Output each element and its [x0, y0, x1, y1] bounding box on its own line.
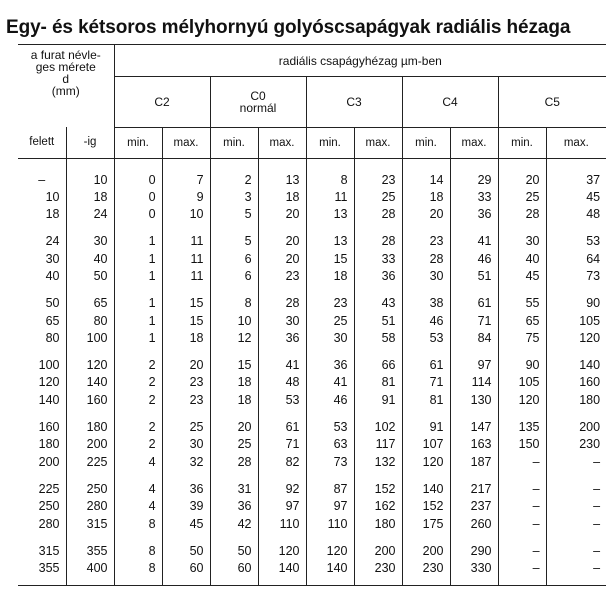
table-cell: 140: [66, 374, 114, 391]
table-cell: 110: [306, 516, 354, 533]
table-cell: 135: [498, 419, 546, 436]
table-cell: 187: [450, 454, 498, 471]
table-cell: 60: [210, 560, 258, 577]
table-cell: 40: [66, 251, 114, 268]
table-cell: 13: [306, 233, 354, 250]
col-min: min.: [498, 127, 546, 158]
table-cell: 400: [66, 560, 114, 577]
col-max: max.: [354, 127, 402, 158]
table-cell: 51: [354, 313, 402, 330]
table-cell: 120: [18, 374, 66, 391]
table-cell: 28: [354, 206, 402, 223]
table-cell: 29: [450, 172, 498, 189]
table-cell: 250: [66, 481, 114, 498]
table-cell: 39: [162, 498, 210, 515]
table-cell: 23: [354, 172, 402, 189]
table-cell: 110: [258, 516, 306, 533]
table-cell: 120: [579, 330, 601, 345]
table-cell: 180: [354, 516, 402, 533]
table-cell: 237: [450, 498, 498, 515]
table-cell: 42: [210, 516, 258, 533]
table-row: [18, 295, 606, 312]
table-cell: –: [593, 454, 601, 469]
table-cell: 147: [450, 419, 498, 436]
table-cell: 355: [18, 560, 66, 577]
table-cell: 150: [498, 436, 546, 453]
spacer-row: [18, 347, 606, 357]
table-cell: 13: [306, 206, 354, 223]
table-cell: 18: [162, 330, 210, 347]
table-row: [18, 206, 606, 223]
table-cell: 315: [66, 516, 114, 533]
table-cell: 1: [114, 251, 162, 268]
group-header-c2: C2: [114, 77, 210, 127]
table-cell: 2: [210, 172, 258, 189]
table-cell: 12: [210, 330, 258, 347]
table-cell: 0: [114, 172, 162, 189]
table-row: [18, 481, 606, 498]
table-cell: 23: [306, 295, 354, 312]
table-cell: 28: [498, 206, 546, 223]
table-cell: 140: [18, 392, 66, 409]
col-to: -ig: [66, 127, 114, 158]
table-cell: 9: [162, 189, 210, 206]
table-cell: 20: [258, 251, 306, 268]
table-cell: 162: [354, 498, 402, 515]
table-cell: 2: [114, 357, 162, 374]
table-cell: 36: [258, 330, 306, 347]
table-row: [18, 560, 606, 577]
table-cell: 23: [162, 392, 210, 409]
table-cell: 5: [210, 206, 258, 223]
table-cell: 4: [114, 481, 162, 498]
table-row: [18, 268, 606, 285]
table-cell: 120: [66, 357, 114, 374]
table-cell: 81: [402, 392, 450, 409]
table-cell: 36: [306, 357, 354, 374]
table-row: [18, 251, 606, 268]
table-cell: 50: [210, 543, 258, 560]
table-cell: 23: [162, 374, 210, 391]
table-cell: 58: [354, 330, 402, 347]
table-cell: 200: [579, 420, 601, 435]
table-cell: 65: [18, 313, 66, 330]
table-cell: 225: [18, 481, 66, 498]
table-cell: 45: [586, 189, 601, 204]
bore-size-header: [18, 45, 114, 128]
table-cell: 4: [114, 454, 162, 471]
table-cell: 91: [354, 392, 402, 409]
table-cell: 30: [18, 251, 66, 268]
table-cell: 230: [579, 437, 601, 452]
bore-label-line3: d: [62, 72, 70, 86]
group-header-c0: C0 normál: [210, 77, 306, 127]
table-cell: 200: [66, 436, 114, 453]
table-cell: 48: [586, 207, 601, 222]
table-cell: 6: [210, 268, 258, 285]
table-cell: 2: [114, 392, 162, 409]
table-cell: –: [498, 516, 546, 533]
table-cell: 120: [258, 543, 306, 560]
table-cell: 15: [162, 295, 210, 312]
table-cell: 61: [450, 295, 498, 312]
table-cell: 130: [450, 392, 498, 409]
table-cell: 40: [498, 251, 546, 268]
table-cell: 200: [402, 543, 450, 560]
table-cell: 90: [586, 296, 601, 311]
table-cell: 84: [450, 330, 498, 347]
table-cell: 20: [498, 172, 546, 189]
table-cell: 15: [162, 313, 210, 330]
table-cell: 64: [586, 251, 601, 266]
col-max: max.: [546, 127, 606, 158]
group-header-c4: C4: [402, 77, 498, 127]
table-cell: 18: [402, 189, 450, 206]
table-cell: 65: [498, 313, 546, 330]
col-min: min.: [402, 127, 450, 158]
table-cell: 14: [402, 172, 450, 189]
table-cell: 41: [258, 357, 306, 374]
table-cell: 200: [354, 543, 402, 560]
table-cell: 41: [450, 233, 498, 250]
table-cell: 30: [162, 436, 210, 453]
table-cell: 36: [210, 498, 258, 515]
table-cell: 97: [306, 498, 354, 515]
table-cell: 63: [306, 436, 354, 453]
table-cell: 10: [66, 172, 114, 189]
table-cell: 41: [306, 374, 354, 391]
table-cell: 2: [114, 374, 162, 391]
table-cell: 20: [258, 233, 306, 250]
table-cell: 102: [354, 419, 402, 436]
table-cell: 107: [402, 436, 450, 453]
table-cell: 355: [66, 543, 114, 560]
table-cell: 163: [450, 436, 498, 453]
table-cell: 5: [210, 233, 258, 250]
table-cell: 60: [162, 560, 210, 577]
table-cell: 225: [66, 454, 114, 471]
table-cell: 10: [18, 189, 66, 206]
table-cell: 230: [354, 560, 402, 577]
table-cell: 8: [114, 543, 162, 560]
table-cell: 48: [258, 374, 306, 391]
table-cell: 11: [162, 268, 210, 285]
table-cell: 50: [18, 295, 66, 312]
table-cell: 160: [18, 419, 66, 436]
table-cell: 80: [66, 313, 114, 330]
table-cell: 1: [114, 330, 162, 347]
table-cell: 8: [114, 560, 162, 577]
table-cell: 1: [114, 268, 162, 285]
table-cell: 160: [66, 392, 114, 409]
table-cell: 81: [354, 374, 402, 391]
col-max: max.: [450, 127, 498, 158]
table-cell: 31: [210, 481, 258, 498]
table-cell: 18: [210, 392, 258, 409]
table-cell: 152: [402, 498, 450, 515]
table-cell: 230: [402, 560, 450, 577]
table-cell: 140: [402, 481, 450, 498]
spacer-row: [18, 158, 606, 172]
table-cell: 15: [210, 357, 258, 374]
table-cell: 61: [258, 419, 306, 436]
table-cell: –: [593, 516, 601, 531]
table-cell: –: [498, 543, 546, 560]
table-row: [18, 233, 606, 250]
table-cell: 37: [586, 172, 601, 187]
table-cell: 65: [66, 295, 114, 312]
table-cell: 25: [210, 436, 258, 453]
table-cell: 180: [579, 392, 601, 407]
table-row: [18, 392, 606, 409]
table-cell: 7: [162, 172, 210, 189]
table-cell: 80: [18, 330, 66, 347]
table-cell: 1: [114, 295, 162, 312]
table-cell: 25: [354, 189, 402, 206]
page-title: Egy- és kétsoros mélyhornyú golyóscsapágyak radiális hézaga: [6, 17, 571, 38]
table-cell: 82: [258, 454, 306, 471]
table-cell: 71: [450, 313, 498, 330]
table-cell: 71: [258, 436, 306, 453]
table-cell: 105: [579, 313, 601, 328]
table-cell: 18: [210, 374, 258, 391]
table-cell: –: [593, 481, 601, 496]
table-cell: 100: [66, 330, 114, 347]
table-row: [18, 436, 606, 453]
table-cell: 55: [498, 295, 546, 312]
table-cell: 53: [306, 419, 354, 436]
spacer-row: [18, 409, 606, 419]
bore-label-line2: ges mérete: [35, 60, 96, 74]
table-cell: 2: [114, 419, 162, 436]
table-cell: 4: [114, 498, 162, 515]
table-cell: 25: [162, 419, 210, 436]
table-row: [18, 516, 606, 533]
table-row: [18, 419, 606, 436]
table-cell: 20: [258, 206, 306, 223]
table-cell: 117: [354, 436, 402, 453]
table-cell: 3: [210, 189, 258, 206]
table-cell: –: [498, 454, 546, 471]
table-cell: 66: [354, 357, 402, 374]
table-cell: 120: [498, 392, 546, 409]
table-cell: 8: [114, 516, 162, 533]
table-cell: 140: [306, 560, 354, 577]
col-over: felett: [18, 127, 66, 158]
table-cell: 43: [354, 295, 402, 312]
table-cell: –: [593, 499, 601, 514]
table-cell: 30: [66, 233, 114, 250]
table-cell: 92: [258, 481, 306, 498]
table-cell: –: [18, 172, 66, 189]
table-cell: 280: [18, 516, 66, 533]
table-cell: 30: [402, 268, 450, 285]
bore-label-line4: (mm): [51, 84, 80, 98]
table-cell: 18: [18, 206, 66, 223]
table-cell: 91: [402, 419, 450, 436]
table-cell: 10: [162, 206, 210, 223]
table-cell: 46: [450, 251, 498, 268]
table-cell: 30: [306, 330, 354, 347]
table-cell: 32: [162, 454, 210, 471]
table-cell: 71: [402, 374, 450, 391]
table-cell: 28: [354, 233, 402, 250]
table-cell: 46: [306, 392, 354, 409]
table-cell: 36: [354, 268, 402, 285]
table-cell: 180: [66, 419, 114, 436]
table-row: [18, 498, 606, 515]
table-cell: 28: [258, 295, 306, 312]
table-cell: 18: [66, 189, 114, 206]
table-cell: 23: [402, 233, 450, 250]
table-cell: 46: [402, 313, 450, 330]
table-cell: 97: [450, 357, 498, 374]
table-cell: 61: [402, 357, 450, 374]
table-cell: 33: [450, 189, 498, 206]
table-cell: 30: [498, 233, 546, 250]
col-min: min.: [210, 127, 258, 158]
table-cell: 160: [579, 375, 601, 390]
table-cell: 140: [579, 358, 601, 373]
table-cell: 53: [586, 234, 601, 249]
table-cell: 20: [162, 357, 210, 374]
table-row: [18, 189, 606, 206]
bore-label-line1: a furat névle-: [30, 48, 101, 62]
table-cell: 45: [498, 268, 546, 285]
spacer-row: [18, 223, 606, 233]
table-cell: 175: [402, 516, 450, 533]
table-cell: 18: [306, 268, 354, 285]
table-cell: 1: [114, 313, 162, 330]
spacer-row: [18, 533, 606, 543]
table-cell: 290: [450, 543, 498, 560]
table-cell: 315: [18, 543, 66, 560]
table-row: [18, 543, 606, 560]
table-cell: 73: [586, 268, 601, 283]
group-header-c5: C5: [498, 77, 606, 127]
table-cell: 1: [114, 233, 162, 250]
col-max: max.: [162, 127, 210, 158]
col-min: min.: [306, 127, 354, 158]
table-cell: 45: [162, 516, 210, 533]
table-row: [18, 454, 606, 471]
table-cell: 120: [402, 454, 450, 471]
table-cell: 53: [402, 330, 450, 347]
table-cell: 38: [402, 295, 450, 312]
table-cell: 23: [258, 268, 306, 285]
table-body: [18, 158, 606, 586]
table-cell: 11: [162, 251, 210, 268]
table-cell: 10: [210, 313, 258, 330]
table-cell: 200: [18, 454, 66, 471]
table-cell: 40: [18, 268, 66, 285]
table-cell: 75: [498, 330, 546, 347]
table-cell: 53: [258, 392, 306, 409]
table-cell: 132: [354, 454, 402, 471]
col-min: min.: [114, 127, 162, 158]
table-cell: 250: [18, 498, 66, 515]
table-cell: 90: [498, 357, 546, 374]
table-cell: 13: [258, 172, 306, 189]
table-cell: 73: [306, 454, 354, 471]
table-cell: 20: [210, 419, 258, 436]
clearance-table: [18, 44, 606, 586]
table-cell: 20: [402, 206, 450, 223]
table-cell: –: [593, 561, 601, 576]
table-cell: 280: [66, 498, 114, 515]
table-cell: 25: [306, 313, 354, 330]
group-header-c3: C3: [306, 77, 402, 127]
table-row: [18, 357, 606, 374]
table-cell: –: [498, 481, 546, 498]
table-cell: 105: [498, 374, 546, 391]
table-cell: 24: [66, 206, 114, 223]
table-cell: 6: [210, 251, 258, 268]
table-cell: 260: [450, 516, 498, 533]
table-row: [18, 374, 606, 391]
table-cell: 180: [18, 436, 66, 453]
table-cell: 33: [354, 251, 402, 268]
table-cell: –: [498, 498, 546, 515]
table-row: [18, 330, 606, 347]
col-max: max.: [258, 127, 306, 158]
table-cell: –: [498, 560, 546, 577]
table-cell: 2: [114, 436, 162, 453]
table-cell: 50: [162, 543, 210, 560]
table-cell: 217: [450, 481, 498, 498]
spacer-row: [18, 471, 606, 481]
table-cell: 120: [306, 543, 354, 560]
table-cell: 30: [258, 313, 306, 330]
table-cell: –: [593, 543, 601, 558]
table-cell: 8: [210, 295, 258, 312]
table-cell: 97: [258, 498, 306, 515]
table-cell: 36: [162, 481, 210, 498]
table-cell: 114: [450, 374, 498, 391]
table-cell: 28: [402, 251, 450, 268]
table-cell: 11: [162, 233, 210, 250]
table-cell: 0: [114, 189, 162, 206]
spacer-row: [18, 577, 606, 586]
table-cell: 0: [114, 206, 162, 223]
table-cell: 51: [450, 268, 498, 285]
table-cell: 15: [306, 251, 354, 268]
table-cell: 11: [306, 189, 354, 206]
clearance-header: radiális csapágyhézag µm-ben: [114, 45, 606, 77]
table-row: [18, 313, 606, 330]
table-cell: 330: [450, 560, 498, 577]
table-row: [18, 172, 606, 189]
table-cell: 18: [258, 189, 306, 206]
table-cell: 152: [354, 481, 402, 498]
table-cell: 36: [450, 206, 498, 223]
spacer-row: [18, 285, 606, 295]
table-cell: 28: [210, 454, 258, 471]
table-cell: 100: [18, 357, 66, 374]
table-cell: 8: [306, 172, 354, 189]
table-cell: 25: [498, 189, 546, 206]
table-cell: 50: [66, 268, 114, 285]
table-cell: 24: [18, 233, 66, 250]
table-cell: 87: [306, 481, 354, 498]
table-cell: 140: [258, 560, 306, 577]
